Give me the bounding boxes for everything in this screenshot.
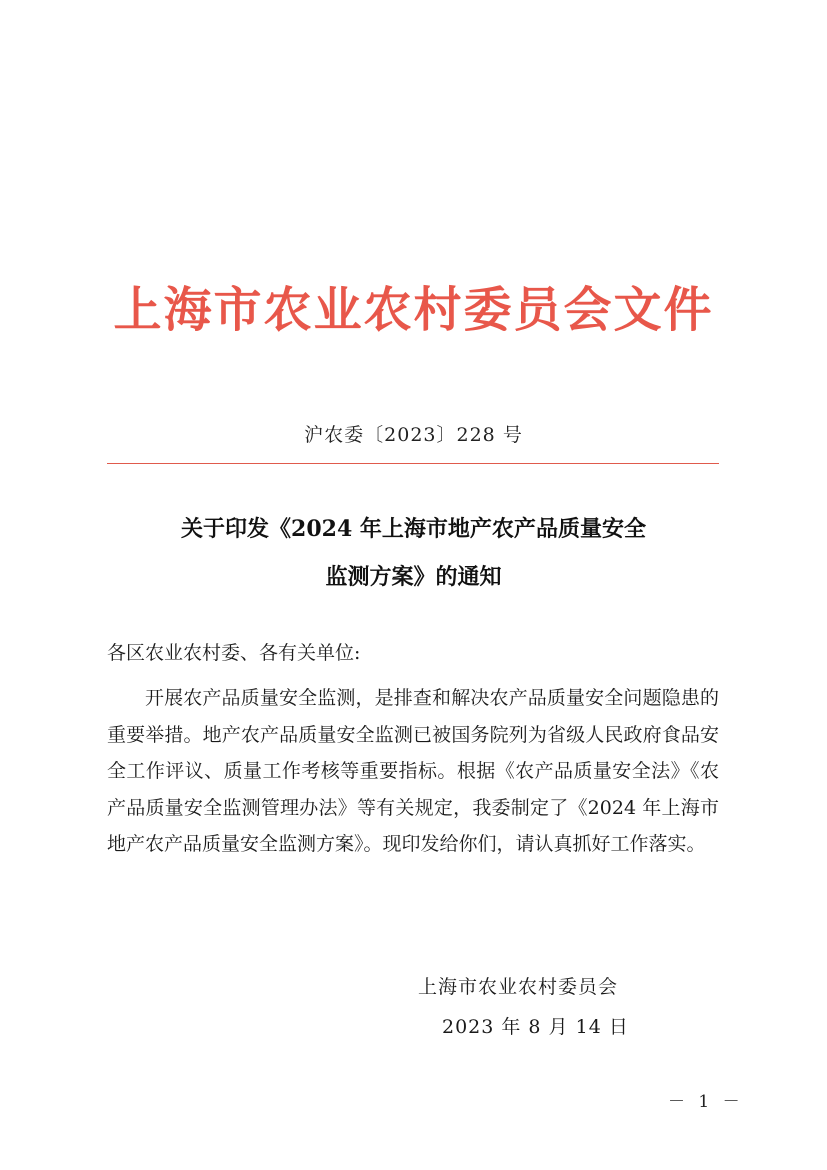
document-title [0,505,827,601]
document-number: 沪农委〔2023〕228 号 [304,424,523,446]
body-paragraph: 开展农产品质量安全监测，是排查和解决农产品质量安全问题隐患的重要举措。地产农产品质量安全监测已被国务院列为省级人民政府食品安全工作评议、质量工作考核等重要指标。根据《农产品质量安全法》《农产品质量安全监测管理办法》等有关规定，我委制定了《2024 年上海市地产农产品质量安全监测方案》。现印发给你们，请认真抓好工作落实。 [107,687,719,856]
issuer-title: 上海市农业农村委员会文件 [113,282,714,338]
red-divider-line [107,463,719,464]
page-number: － 1 － [668,1092,744,1112]
salutation: 各区农业农村委、各有关单位: [107,642,361,664]
document-title-line-1: 关于印发《2024 年上海市地产农产品质量安全 [181,516,646,542]
body-text [107,680,719,863]
signature-organization: 上海市农业农村委员会 [418,976,619,998]
document-title-line-2: 监测方案》的通知 [325,564,502,590]
signature-date: 2023 年 8 月 14 日 [442,1016,629,1038]
